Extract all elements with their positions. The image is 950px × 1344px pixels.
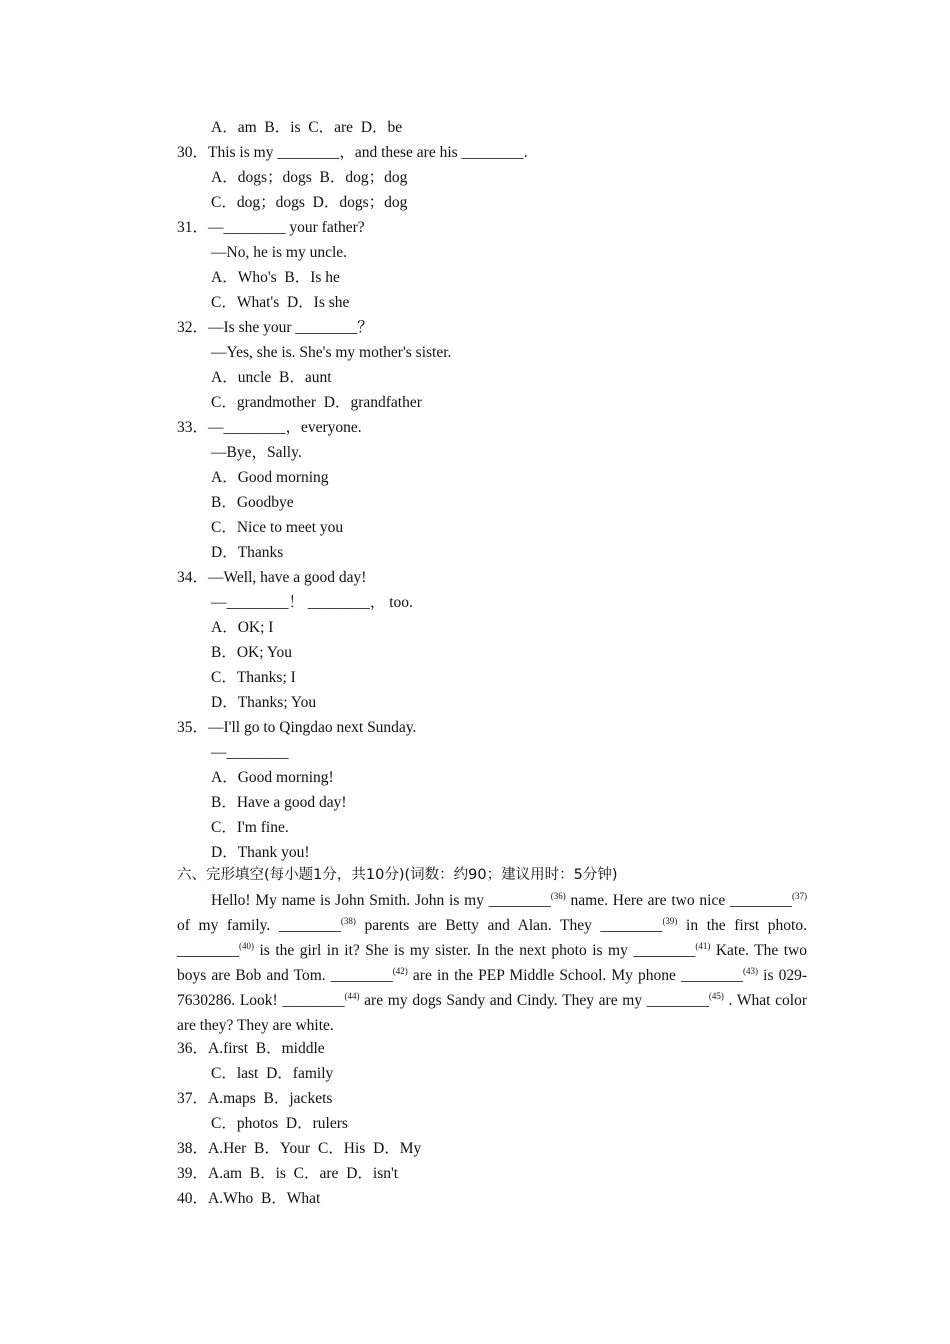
blank-41-number: (41): [695, 941, 711, 951]
q30-options-cd: C．dog；dogs D．dogs；dog: [211, 194, 408, 211]
section-heading-cloze: 六、完形填空(每小题1分，共10分)(词数：约90；建议用时：5分钟): [177, 867, 618, 883]
blank-45-number: (45): [708, 991, 724, 1001]
q33-option-d: D．Thanks: [211, 544, 284, 561]
q31-options-cd: C．What's D．Is she: [211, 294, 350, 311]
q32-options-ab: A．uncle B．aunt: [211, 369, 332, 386]
q37-options-cd: C．photos D．rulers: [211, 1115, 348, 1132]
q33-option-b: B．Goodbye: [211, 494, 294, 511]
blank-43-number: (43): [743, 966, 759, 976]
q34-option-b: B．OK; You: [211, 644, 292, 661]
passage-text: in the first photo. ________: [177, 917, 807, 959]
q33-option-c: C．Nice to meet you: [211, 519, 344, 536]
passage-text: is the girl in it? She is my sister. In the next photo is my ________: [254, 942, 696, 959]
q34-answer-line: —________！ ________， too.: [211, 594, 413, 611]
q30-options-ab: A．dogs；dogs B．dog；dog: [211, 169, 408, 186]
blank-42-number: (42): [392, 966, 408, 976]
blank-40-number: (40): [239, 941, 254, 951]
q35-option-a: A．Good morning!: [211, 769, 334, 786]
passage-text: . What color are they? They are white.: [177, 992, 807, 1034]
q35-option-d: D．Thank you!: [211, 844, 310, 861]
blank-36-number: (36): [550, 891, 566, 901]
blank-44-number: (44): [344, 991, 360, 1001]
question-35: 35．—I'll go to Qingdao next Sunday.: [177, 719, 417, 736]
q31-options-ab: A．Who's B．Is he: [211, 269, 340, 286]
blank-38-number: (38): [340, 916, 356, 926]
q31-answer-line: —No, he is my uncle.: [211, 244, 348, 261]
q34-option-a: A．OK; I: [211, 619, 274, 636]
passage-text: name. Here are two nice ________: [565, 892, 792, 909]
passage-text: Hello! My name is John Smith. John is my ________: [211, 892, 551, 909]
question-31: 31．—________ your father?: [177, 219, 365, 236]
q35-answer-line: —________: [211, 744, 289, 761]
q29-options: A．am B．is C．are D．be: [211, 119, 403, 136]
question-38: 38．A.Her B．Your C．His D．My: [177, 1140, 422, 1157]
question-33: 33．—________，everyone.: [177, 419, 362, 436]
passage-text: are my dogs Sandy and Cindy. They are my ________: [359, 992, 709, 1009]
passage-text: Kate. The two boys are Bob and Tom. ________: [177, 942, 808, 984]
q32-options-cd: C．grandmother D．grandfather: [211, 394, 422, 411]
q34-option-d: D．Thanks; You: [211, 694, 317, 711]
passage-text: is 029-7630286. Look! ________: [177, 967, 807, 1009]
question-36: 36．A.first B．middle: [177, 1040, 325, 1057]
question-39: 39．A.am B．is C．are D．isn't: [177, 1165, 399, 1182]
q35-option-c: C．I'm fine.: [211, 819, 289, 836]
q35-option-b: B．Have a good day!: [211, 794, 347, 811]
blank-37-number: (37): [792, 891, 807, 901]
q34-option-c: C．Thanks; I: [211, 669, 296, 686]
cloze-passage: [177, 888, 807, 1038]
q33-answer-line: —Bye，Sally.: [211, 444, 302, 461]
question-34: 34．—Well, have a good day!: [177, 569, 367, 586]
question-40: 40．A.Who B．What: [177, 1190, 321, 1207]
blank-39-number: (39): [662, 916, 678, 926]
passage-text: of my family. ________: [177, 917, 341, 934]
passage-text: are in the PEP Middle School. My phone ________: [407, 967, 744, 984]
q32-answer-line: —Yes, she is. She's my mother's sister.: [211, 344, 452, 361]
question-37: 37．A.maps B．jackets: [177, 1090, 333, 1107]
q33-option-a: A．Good morning: [211, 469, 329, 486]
q36-options-cd: C．last D．family: [211, 1065, 334, 1082]
question-30: 30．This is my ________，and these are his ________.: [177, 144, 528, 161]
passage-text: parents are Betty and Alan. They ________: [355, 917, 663, 934]
question-32: 32．—Is she your ________？: [177, 319, 373, 336]
